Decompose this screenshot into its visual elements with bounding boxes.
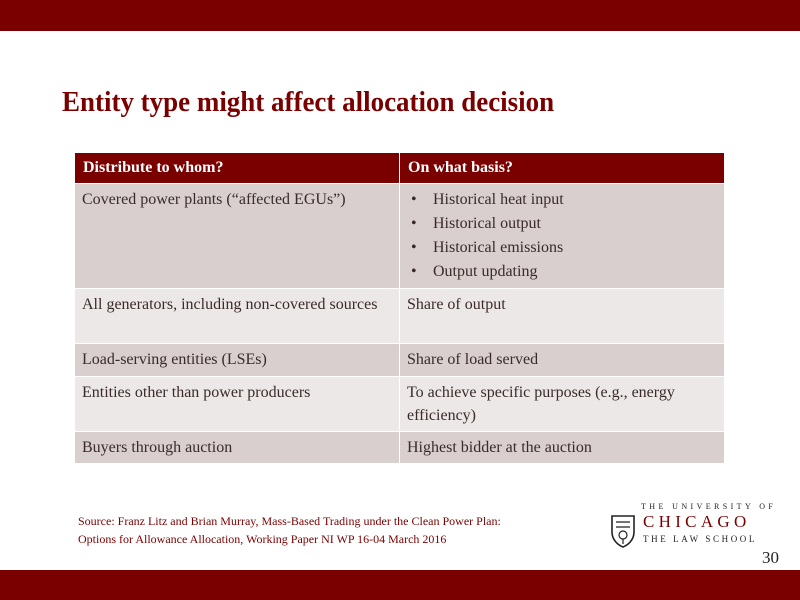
cell-basis: Share of output <box>400 289 725 344</box>
column-header-basis: On what basis? <box>400 153 725 184</box>
university-shield-icon <box>610 514 636 548</box>
list-item: • Historical emissions <box>407 236 717 260</box>
list-item: • Historical output <box>407 212 717 236</box>
table-row <box>75 432 725 464</box>
table-row <box>75 344 725 377</box>
source-line-1: Source: Franz Litz and Brian Murray, Mass-Based Trading under the Clean Power Plan: <box>78 514 501 528</box>
logo-university-of: THE UNIVERSITY OF <box>641 502 777 511</box>
table-header-row <box>75 153 725 184</box>
cell-basis: To achieve specific purposes (e.g., energy efficiency) <box>400 377 725 432</box>
source-citation <box>78 512 618 548</box>
logo-chicago: CHICAGO <box>643 512 751 531</box>
bottom-banner <box>0 570 800 600</box>
cell-basis: Highest bidder at the auction <box>400 432 725 464</box>
cell-who: All generators, including non-covered sources <box>75 289 400 344</box>
table-row <box>75 289 725 344</box>
basis-list <box>407 188 717 284</box>
source-line-2: Options for Allowance Allocation, Working Paper NI WP 16-04 March 2016 <box>78 532 447 546</box>
table-row <box>75 377 725 432</box>
list-item: • Historical heat input <box>407 188 717 212</box>
cell-who: Entities other than power producers <box>75 377 400 432</box>
cell-basis: Share of load served <box>400 344 725 377</box>
page-number: 30 <box>762 548 779 567</box>
cell-who: Buyers through auction <box>75 432 400 464</box>
column-header-who: Distribute to whom? <box>75 153 400 184</box>
top-banner <box>0 0 800 31</box>
table-row <box>75 184 725 289</box>
list-item: • Output updating <box>407 260 717 284</box>
cell-who: Load-serving entities (LSEs) <box>75 344 400 377</box>
cell-basis <box>400 184 725 289</box>
cell-who: Covered power plants (“affected EGUs”) <box>75 184 400 289</box>
slide-title: Entity type might affect allocation decision <box>62 86 555 118</box>
allocation-table <box>74 152 725 464</box>
logo-law-school: THE LAW SCHOOL <box>643 534 758 544</box>
university-logo <box>610 502 780 552</box>
